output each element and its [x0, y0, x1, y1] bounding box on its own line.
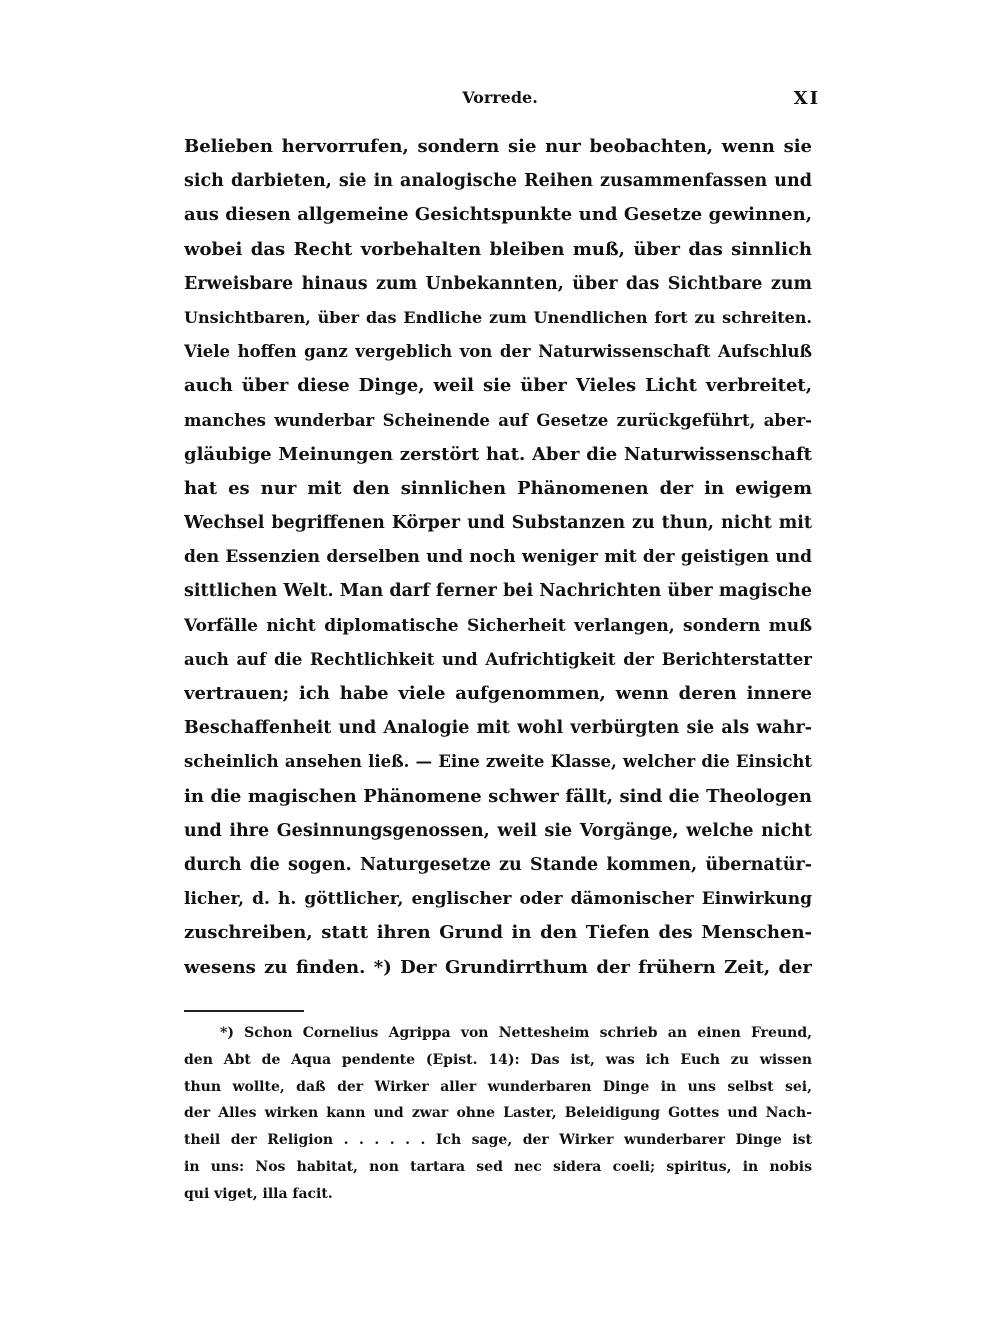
- footnote-line: der Alles wirken kann und zwar ohne Laster, Beleidigung Gottes und Nach-: [184, 1105, 812, 1122]
- text-line: den Essenzien derselben und noch weniger mit der geistigen und: [184, 547, 812, 568]
- footnote-divider: [184, 1010, 304, 1012]
- footnote: [184, 1020, 812, 1208]
- text-line: licher, d. h. göttlicher, englischer oder dämonischer Einwirkung: [184, 889, 812, 910]
- text-line: vertrauen; ich habe viele aufgenommen, wenn deren innere: [184, 683, 812, 704]
- footnote-line: qui viget, illa facit.: [184, 1185, 333, 1202]
- text-line: und ihre Gesinnungsgenossen, weil sie Vorgänge, welche nicht: [184, 820, 812, 841]
- text-line: Belieben hervorrufen, sondern sie nur beobachten, wenn sie: [184, 136, 812, 157]
- footnote-line: den Abt de Aqua pendente (Epist. 14): Das ist, was ich Euch zu wissen: [184, 1051, 812, 1068]
- text-line: scheinlich ansehen ließ. — Eine zweite Klasse, welcher die Einsicht: [184, 752, 812, 772]
- text-line: durch die sogen. Naturgesetze zu Stande kommen, übernatür-: [184, 854, 812, 875]
- text-line: sittlichen Welt. Man darf ferner bei Nachrichten über magische: [184, 581, 812, 602]
- text-line: zuschreiben, statt ihren Grund in den Tiefen des Menschen-: [184, 922, 812, 944]
- text-line: wobei das Recht vorbehalten bleiben muß, über das sinnlich: [184, 238, 812, 260]
- text-line: Viele hoffen ganz vergeblich von der Naturwissenschaft Aufschluß: [184, 342, 812, 362]
- text-line: auch auf die Rechtlichkeit und Aufrichtigkeit der Berichterstatter: [184, 649, 812, 669]
- text-line: aus diesen allgemeine Gesichtspunkte und Gesetze gewinnen,: [184, 204, 812, 226]
- footnote-line: thun wollte, daß der Wirker aller wunderbaren Dinge in uns selbst sei,: [184, 1078, 812, 1095]
- text-line: auch über diese Dinge, weil sie über Vieles Licht verbreitet,: [184, 375, 812, 397]
- text-line: Wechsel begriffenen Körper und Substanzen zu thun, nicht mit: [184, 513, 812, 534]
- text-line: Vorfälle nicht diplomatische Sicherheit verlangen, sondern muß: [184, 615, 812, 636]
- text-line: sich darbieten, sie in analogische Reihen zusammenfassen und: [184, 171, 812, 192]
- text-line: Unsichtbaren, über das Endliche zum Unendlichen fort zu schreiten.: [184, 307, 812, 327]
- footnote-line: in uns: Nos habitat, non tartara sed nec sidera coeli; spiritus, in nobis: [184, 1158, 812, 1175]
- text-line: gläubige Meinungen zerstört hat. Aber die Naturwissenschaft: [184, 443, 812, 465]
- text-line: in die magischen Phänomene schwer fällt, sind die Theologen: [184, 785, 812, 807]
- text-line: wesens zu finden. *) Der Grundirrthum der frühern Zeit, der: [184, 956, 812, 978]
- footnote-line: theil der Religion . . . . . . Ich sage, der Wirker wunderbarer Dinge ist: [184, 1132, 812, 1149]
- text-line: Beschaffenheit und Analogie mit wohl verbürgten sie als wahr-: [184, 718, 812, 739]
- text-line: hat es nur mit den sinnlichen Phänomenen der in ewigem: [184, 477, 812, 499]
- page-number: XI: [793, 88, 820, 109]
- footnote-line: *) Schon Cornelius Agrippa von Nettesheim schrieb an einen Freund,: [220, 1025, 812, 1041]
- main-text: [184, 130, 812, 985]
- text-line: Erweisbare hinaus zum Unbekannten, über das Sichtbare zum: [184, 273, 812, 294]
- running-title: Vorrede.: [462, 88, 538, 107]
- text-line: manches wunderbar Scheinende auf Gesetze zurückgeführt, aber-: [184, 410, 812, 430]
